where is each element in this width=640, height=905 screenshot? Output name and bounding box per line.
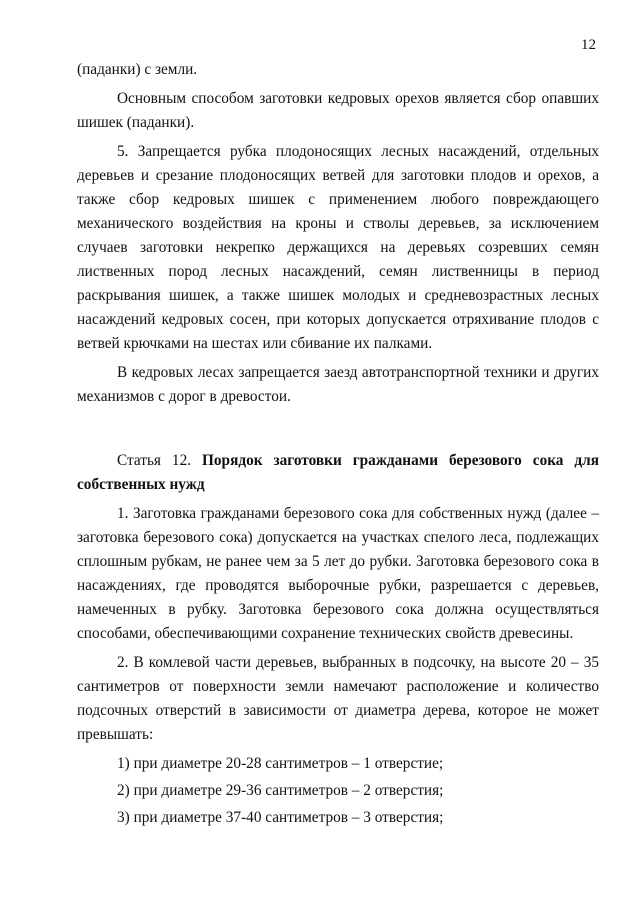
article-title: Порядок заготовки гражданами березового сока для собственных нужд	[77, 452, 600, 493]
paragraph-prohibition-5: 5. Запрещается рубка плодоносящих лесных насаждений, отдельных деревьев и срезание плодоносящих ветвей для заготовки плодов и орехов, а также сбор кедровых шишек с применением любого повреждающего механического воздействия на кроны и стволы деревьев, за исключением случаев заготовки некрепко держащихся на деревьях созревших семян лиственных пород лесных насаждений, семян лиственницы в период раскрывания шишек, а также шишек молодых и средневозрастных лесных насаждений кедровых сосен, при которых допускается отряхивание плодов с ветвей крючками на шестах или сбивание их палками.	[77, 143, 599, 352]
paragraph-continuation: (паданки) с земли.	[77, 61, 198, 78]
list-item: 3) при диаметре 37-40 сантиметров – 3 отверстия;	[117, 809, 444, 826]
article-label: Статья 12.	[117, 452, 192, 469]
article-heading	[77, 449, 599, 497]
list-item: 1) при диаметре 20-28 сантиметров – 1 отверстие;	[117, 755, 444, 772]
article-paragraph-2: 2. В комлевой части деревьев, выбранных в подсочку, на высоте 20 – 35 сантиметров от поверхности земли намечают расположение и количество подсочных отверстий в зависимости от диаметра дерева, которое не может превышать:	[77, 654, 599, 743]
article-paragraph-1: 1. Заготовка гражданами березового сока для собственных нужд (далее – заготовка березового сока) допускается на участках спелого леса, подлежащих сплошным рубкам, не ранее чем за 5 лет до рубки. Заготовка березового сока в насаждениях, где проводятся выборочные рубки, разрешается с деревьев, намеченных в рубку. Заготовка березового сока должна осуществляться способами, обеспечивающими сохранение технических свойств древесины.	[77, 505, 599, 642]
list-item: 2) при диаметре 29-36 сантиметров – 2 отверстия;	[117, 782, 444, 799]
page-number: 12	[581, 37, 596, 53]
paragraph-vehicle-ban: В кедровых лесах запрещается заезд автотранспортной техники и других механизмов с дорог в древостои.	[77, 364, 599, 405]
document-body	[77, 58, 599, 833]
paragraph-collection-method: Основным способом заготовки кедровых орехов является сбор опавших шишек (паданки).	[77, 90, 599, 131]
